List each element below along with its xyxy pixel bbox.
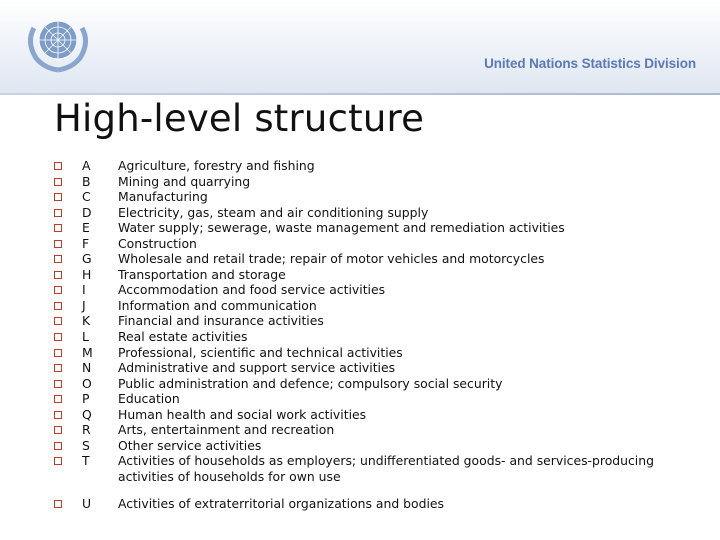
section-label: Accommodation and food service activities [118,282,386,298]
section-label: Electricity, gas, steam and air conditioning supply [118,204,429,220]
section-code: H [82,266,92,282]
section-row-f [54,236,704,252]
section-row-d [54,205,704,221]
division-name: United Nations Statistics Division [484,56,696,71]
section-label: Manufacturing [118,189,208,205]
section-label: Mining and quarrying [118,173,251,189]
section-code: L [82,329,89,345]
section-code: T [82,453,90,469]
section-code: G [82,251,92,267]
section-label: Construction [118,235,197,251]
section-code: M [82,344,93,360]
section-code: I [82,282,86,298]
un-emblem-icon [20,8,96,76]
section-row-n [54,360,704,376]
square-bullet-icon [54,209,62,217]
square-bullet-icon [54,333,62,341]
section-row-t [54,453,704,484]
section-label: Other service activities [118,437,262,453]
section-row-g [54,251,704,267]
section-label: Public administration and defence; compulsory social security [118,375,503,391]
square-bullet-icon [54,500,62,508]
section-code: E [82,220,90,236]
section-row-k [54,313,704,329]
square-bullet-icon [54,193,62,201]
square-bullet-icon [54,426,62,434]
section-row-p [54,391,704,407]
square-bullet-icon [54,255,62,263]
square-bullet-icon [54,364,62,372]
square-bullet-icon [54,178,62,186]
section-list [54,158,704,512]
square-bullet-icon [54,395,62,403]
section-label: Water supply; sewerage, waste management and remediation activities [118,220,565,236]
square-bullet-icon [54,302,62,310]
section-label: Real estate activities [118,329,248,345]
page-title: High-level structure [54,97,425,140]
section-row-s [54,438,704,454]
section-row-l [54,329,704,345]
square-bullet-icon [54,380,62,388]
section-label: Transportation and storage [118,266,286,282]
section-label: Information and communication [118,297,317,313]
section-label: Activities of extraterritorial organizations and bodies [118,496,444,512]
section-label: Activities of households as employers; undifferentiated goods- and services-producing activities of households for own use [118,453,654,484]
section-row-b [54,174,704,190]
section-code: A [82,158,91,173]
section-row-o [54,376,704,392]
section-code: O [82,375,92,391]
square-bullet-icon [54,240,62,248]
square-bullet-icon [54,162,62,170]
section-code: B [82,173,91,189]
square-bullet-icon [54,271,62,279]
section-code: F [82,235,90,251]
section-row-u [54,496,704,512]
section-label: Education [118,391,180,407]
section-row-a [54,158,704,174]
section-code: P [82,391,90,407]
section-code: J [82,297,86,313]
section-code: N [82,360,92,376]
square-bullet-icon [54,457,62,465]
section-row-m [54,345,704,361]
section-row-j [54,298,704,314]
square-bullet-icon [54,286,62,294]
section-label: Professional, scientific and technical activities [118,344,403,360]
square-bullet-icon [54,317,62,325]
section-code: R [82,422,91,438]
square-bullet-icon [54,224,62,232]
square-bullet-icon [54,411,62,419]
section-row-e [54,220,704,236]
section-code: K [82,313,91,329]
section-code: S [82,437,90,453]
section-row-r [54,422,704,438]
section-label: Arts, entertainment and recreation [118,422,335,438]
section-code: D [82,204,92,220]
section-label: Human health and social work activities [118,406,367,422]
section-label: Financial and insurance activities [118,313,324,329]
section-label: Administrative and support service activities [118,360,396,376]
section-row-h [54,267,704,283]
section-code: C [82,189,91,205]
section-row-c [54,189,704,205]
section-label: Agriculture, forestry and fishing [118,158,315,173]
section-row-q [54,407,704,423]
section-row-i [54,282,704,298]
header-band [0,0,720,95]
section-label: Wholesale and retail trade; repair of motor vehicles and motorcycles [118,251,545,267]
square-bullet-icon [54,349,62,357]
square-bullet-icon [54,442,62,450]
section-code: U [82,496,92,512]
section-code: Q [82,406,92,422]
